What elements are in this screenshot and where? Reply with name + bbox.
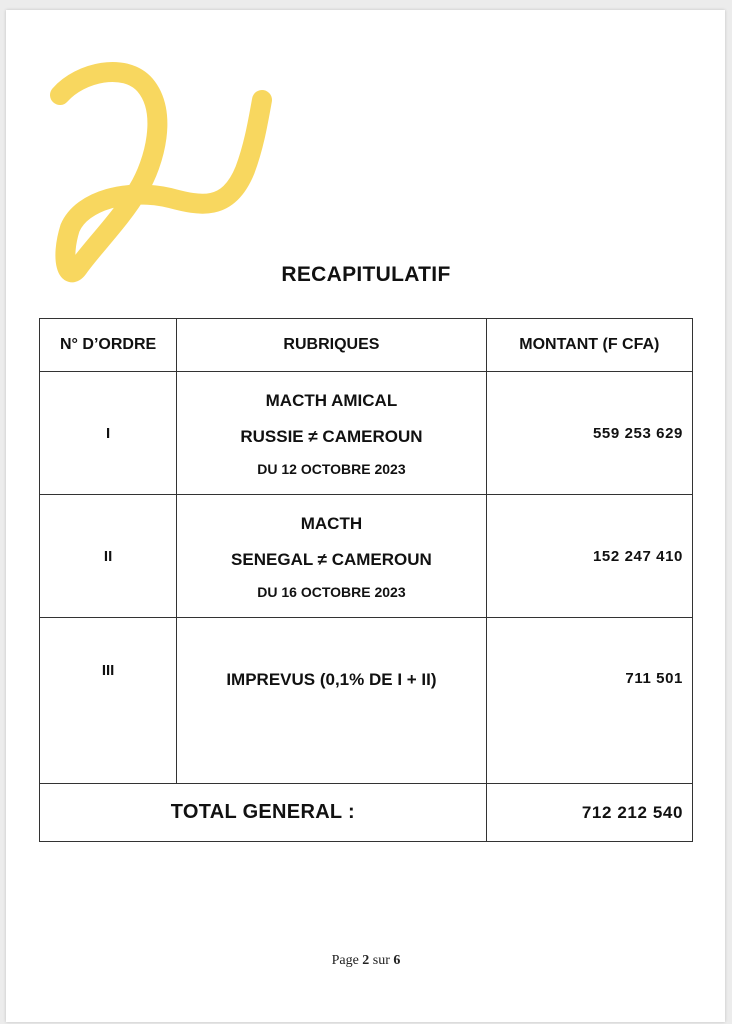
header-rubric: RUBRIQUES: [177, 319, 486, 372]
recap-table: [39, 318, 693, 842]
total-label: TOTAL GENERAL :: [40, 784, 487, 842]
page-footer: [0, 953, 732, 969]
handwritten-number-mark: [40, 50, 280, 290]
rubric-date: DU 12 OCTOBRE 2023: [257, 461, 406, 477]
row-order-number: II: [40, 495, 177, 618]
footer-separator: sur: [372, 953, 390, 968]
footer-total-pages: 6: [393, 953, 401, 968]
header-amount: MONTANT (F CFA): [486, 319, 692, 372]
total-row: [40, 784, 693, 842]
page-title: RECAPITULATIF: [281, 263, 451, 286]
row-rubric: [177, 618, 486, 784]
table-row: [40, 618, 693, 784]
row-order-number: III: [40, 618, 177, 784]
rubric-line: MACTH: [300, 514, 363, 533]
row-amount: 711 501: [486, 618, 692, 784]
table-row: [40, 495, 693, 618]
rubric-line: SENEGAL ≠ CAMEROUN: [231, 550, 432, 569]
rubric-date: DU 16 OCTOBRE 2023: [257, 584, 406, 600]
footer-current-page: 2: [362, 953, 370, 968]
table-header-row: [40, 319, 693, 372]
row-amount: 152 247 410: [486, 495, 692, 618]
footer-prefix: Page: [331, 953, 359, 968]
row-amount: 559 253 629: [486, 372, 692, 495]
table-row: [40, 372, 693, 495]
rubric-line: MACTH AMICAL: [265, 391, 398, 410]
row-rubric: [177, 372, 486, 495]
total-amount: 712 212 540: [486, 784, 692, 842]
row-rubric: [177, 495, 486, 618]
rubric-line: RUSSIE ≠ CAMEROUN: [240, 427, 423, 446]
row-order-number: I: [40, 372, 177, 495]
rubric-line: IMPREVUS (0,1% DE I + II): [226, 670, 437, 689]
header-order: N° D’ORDRE: [40, 319, 177, 372]
